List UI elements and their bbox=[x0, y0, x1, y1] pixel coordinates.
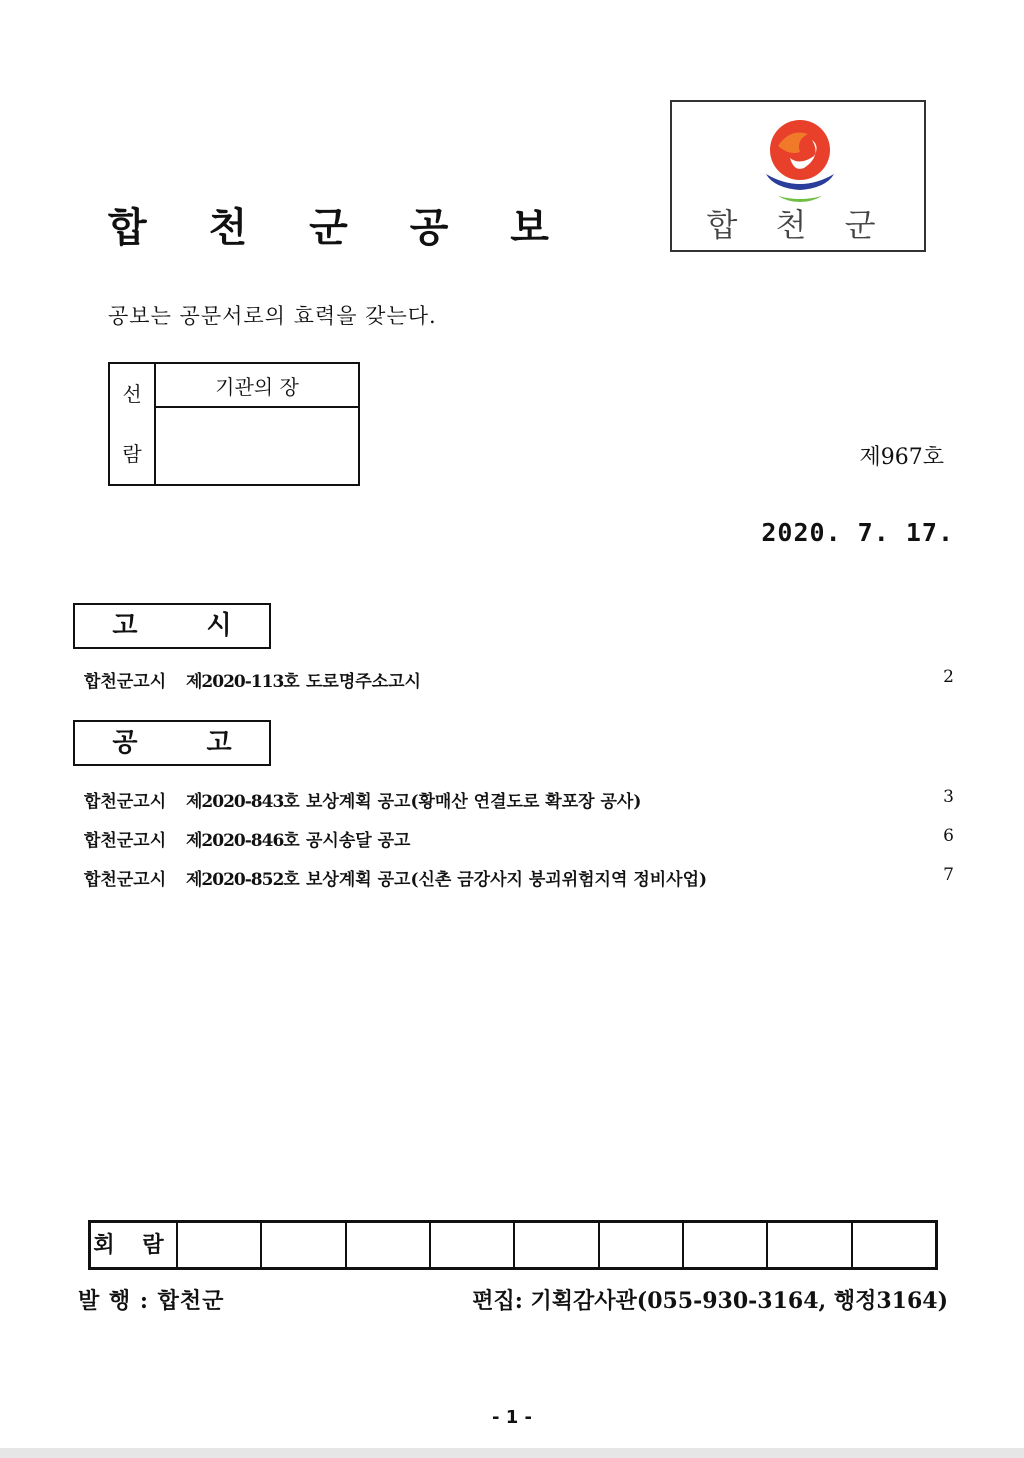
toc-row[interactable] bbox=[84, 865, 954, 891]
section-title-announcement: 공 고 bbox=[73, 720, 271, 766]
page-bottom-edge bbox=[0, 1448, 1024, 1458]
circulation-sign-cell bbox=[766, 1223, 850, 1267]
toc-title: 도로명주소고시 bbox=[306, 672, 421, 692]
circulation-sign-cell bbox=[345, 1223, 429, 1267]
review-table bbox=[108, 362, 360, 486]
toc-label: 합천군고시 bbox=[84, 831, 167, 851]
toc-label: 합천군고시 bbox=[84, 792, 167, 812]
page-number: - 1 - bbox=[492, 1407, 532, 1428]
circulation-table bbox=[88, 1220, 938, 1270]
gazette-title: 합 천 군 공 보 bbox=[108, 205, 573, 251]
review-left-column bbox=[109, 363, 155, 485]
toc-page: 3 bbox=[943, 787, 954, 807]
toc-number: 제2020-852호 bbox=[186, 870, 299, 890]
toc-number: 제2020-843호 bbox=[186, 792, 299, 812]
toc-number: 제2020-846호 bbox=[186, 831, 299, 851]
toc-row[interactable] bbox=[84, 826, 954, 852]
review-signature-cell bbox=[155, 407, 359, 485]
publisher: 발 행 : 합천군 bbox=[78, 1288, 225, 1314]
toc-page: 2 bbox=[943, 667, 954, 687]
toc-row[interactable] bbox=[84, 667, 954, 693]
review-left-bottom: 람 bbox=[122, 442, 142, 466]
toc-title: 보상계획 공고(황매산 연결도로 확포장 공사) bbox=[306, 792, 642, 812]
issue-date: 2020. 7. 17. bbox=[761, 518, 954, 547]
subtitle: 공보는 공문서로의 효력을 갖는다. bbox=[108, 304, 437, 328]
toc-label: 합천군고시 bbox=[84, 870, 167, 890]
review-header: 기관의 장 bbox=[155, 363, 359, 407]
circulation-sign-cell bbox=[851, 1223, 935, 1267]
toc-number: 제2020-113호 bbox=[186, 672, 299, 692]
section-title-notice: 고 시 bbox=[73, 603, 271, 649]
review-left-top: 선 bbox=[122, 382, 142, 406]
logo-text: 합 천 군 bbox=[706, 206, 890, 244]
circulation-sign-cell bbox=[513, 1223, 597, 1267]
circulation-sign-cell bbox=[176, 1223, 260, 1267]
toc-page: 6 bbox=[943, 826, 954, 846]
circulation-sign-cell bbox=[429, 1223, 513, 1267]
toc-page: 7 bbox=[943, 865, 954, 885]
hapcheon-emblem-icon bbox=[760, 116, 840, 206]
circulation-sign-cell bbox=[260, 1223, 344, 1267]
logo-box bbox=[670, 100, 926, 252]
toc-title: 보상계획 공고(신촌 금강사지 붕괴위험지역 정비사업) bbox=[306, 870, 708, 890]
toc-title: 공시송달 공고 bbox=[306, 831, 411, 851]
circulation-label: 회 람 bbox=[93, 1232, 174, 1258]
toc-row[interactable] bbox=[84, 787, 954, 813]
circulation-sign-cell bbox=[682, 1223, 766, 1267]
toc-label: 합천군고시 bbox=[84, 672, 167, 692]
editor-contact: 편집: 기획감사관(055-930-3164, 행정3164) bbox=[472, 1288, 948, 1314]
issue-number: 제967호 bbox=[859, 445, 944, 470]
circulation-sign-cell bbox=[598, 1223, 682, 1267]
